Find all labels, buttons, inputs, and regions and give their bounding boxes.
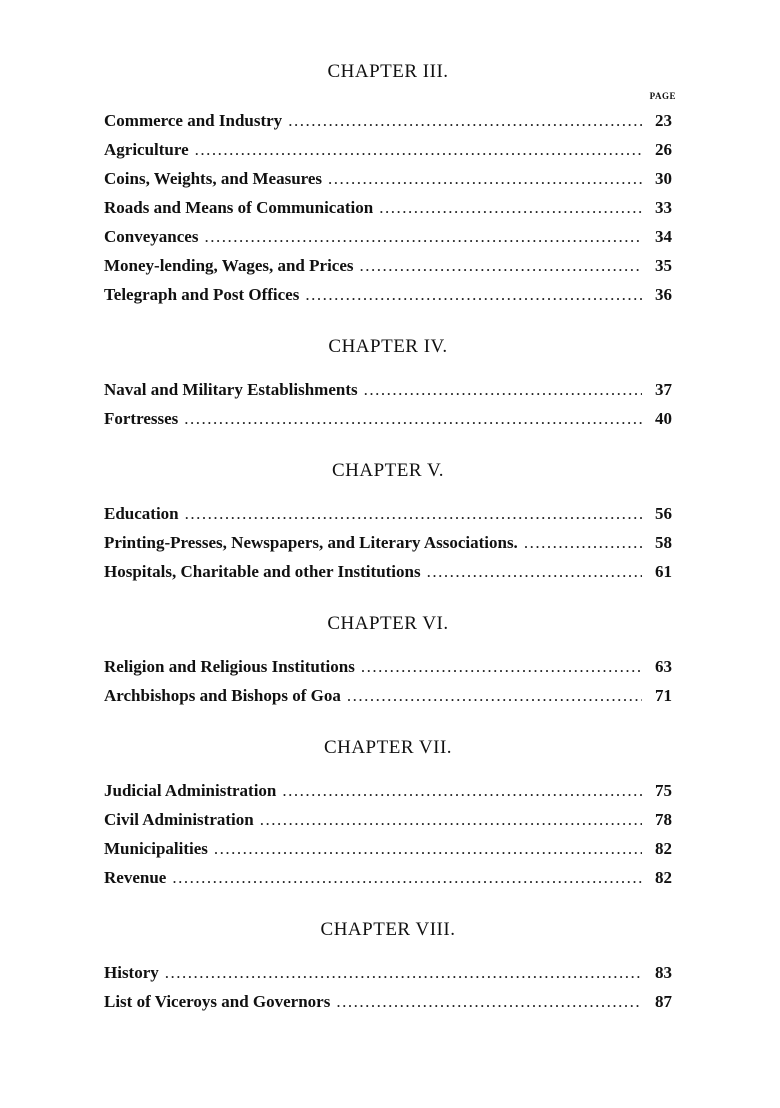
entry-page-number: 87 xyxy=(655,992,672,1011)
entry-page-number: 33 xyxy=(655,198,672,217)
dot-leader xyxy=(172,863,642,892)
chapter-heading: CHAPTER VII. xyxy=(323,737,453,758)
entry-title: Hospitals, Charitable and other Institutions xyxy=(104,562,421,581)
entry-title: Revenue xyxy=(104,868,167,887)
toc-entry xyxy=(104,528,672,557)
dot-leader xyxy=(360,251,643,280)
dot-leader xyxy=(328,164,642,193)
entry-title: Commerce and Industry xyxy=(104,111,283,130)
chapter-heading: CHAPTER III. xyxy=(327,61,449,82)
entry-page-number: 82 xyxy=(655,868,672,887)
entry-page-number: 75 xyxy=(655,781,672,800)
dot-leader xyxy=(379,193,642,222)
toc-entry xyxy=(104,776,672,805)
entry-page-number: 78 xyxy=(655,810,672,829)
entry-title: Education xyxy=(104,504,179,523)
entry-title: Coins, Weights, and Measures xyxy=(104,169,323,188)
chapter-heading: CHAPTER IV. xyxy=(328,336,448,357)
dot-leader xyxy=(184,404,642,433)
entry-page-number: 26 xyxy=(655,140,672,159)
chapter-section xyxy=(104,609,672,710)
entry-title: History xyxy=(104,963,159,982)
chapter-section xyxy=(104,332,672,433)
dot-leader xyxy=(185,499,642,528)
entry-title: Roads and Means of Communication xyxy=(104,198,374,217)
dot-leader xyxy=(204,222,642,251)
chapter-section xyxy=(104,915,672,1016)
entry-page-number: 23 xyxy=(655,111,672,130)
entry-page-number: 83 xyxy=(655,963,672,982)
entry-page-number: 71 xyxy=(655,686,672,705)
entry-title: Municipalities xyxy=(104,839,208,858)
toc-entry xyxy=(104,652,672,681)
dot-leader xyxy=(524,528,642,557)
chapter-section xyxy=(104,456,672,586)
entry-page-number: 34 xyxy=(655,227,672,246)
toc-entry xyxy=(104,106,672,135)
toc-entry xyxy=(104,987,672,1016)
dot-leader xyxy=(260,805,642,834)
entry-page-number: 40 xyxy=(655,409,672,428)
entry-title: Printing-Presses, Newspapers, and Literary Associations. xyxy=(104,533,518,552)
toc-entry xyxy=(104,164,672,193)
chapter-section xyxy=(104,733,672,892)
dot-leader xyxy=(288,106,642,135)
toc-entry xyxy=(104,958,672,987)
dot-leader xyxy=(427,557,642,586)
dot-leader xyxy=(305,280,642,309)
chapter-heading: CHAPTER VI. xyxy=(327,613,449,634)
toc-entry xyxy=(104,135,672,164)
toc-entry xyxy=(104,251,672,280)
entry-title: Conveyances xyxy=(104,227,199,246)
toc-entry xyxy=(104,375,672,404)
entry-page-number: 37 xyxy=(655,380,672,399)
toc-entry xyxy=(104,863,672,892)
dot-leader xyxy=(336,987,642,1016)
dot-leader xyxy=(165,958,642,987)
chapter-section xyxy=(104,57,676,309)
entry-title: Naval and Military Establishments xyxy=(104,380,358,399)
entry-page-number: 30 xyxy=(655,169,672,188)
entry-page-number: 35 xyxy=(655,256,672,275)
toc-entry xyxy=(104,193,672,222)
entry-page-number: 63 xyxy=(655,657,672,676)
dot-leader xyxy=(195,135,642,164)
entry-title: Civil Administration xyxy=(104,810,254,829)
page-column-label: PAGE xyxy=(649,91,676,101)
entry-page-number: 58 xyxy=(655,533,672,552)
dot-leader xyxy=(364,375,642,404)
chapter-heading: CHAPTER VIII. xyxy=(320,919,456,940)
toc-entry xyxy=(104,404,672,433)
dot-leader xyxy=(214,834,642,863)
entry-title: Judicial Administration xyxy=(104,781,277,800)
entry-page-number: 61 xyxy=(655,562,672,581)
entry-title: Agriculture xyxy=(104,140,189,159)
toc-entry xyxy=(104,681,672,710)
toc-entry xyxy=(104,280,672,309)
entry-title: List of Viceroys and Governors xyxy=(104,992,331,1011)
toc-entry xyxy=(104,805,672,834)
entry-title: Telegraph and Post Offices xyxy=(104,285,300,304)
entry-title: Archbishops and Bishops of Goa xyxy=(104,686,341,705)
dot-leader xyxy=(282,776,642,805)
entry-page-number: 56 xyxy=(655,504,672,523)
toc-entry xyxy=(104,499,672,528)
entry-title: Fortresses xyxy=(104,409,179,428)
toc-entry xyxy=(104,222,672,251)
entry-page-number: 82 xyxy=(655,839,672,858)
toc-entry xyxy=(104,834,672,863)
dot-leader xyxy=(347,681,642,710)
entry-page-number: 36 xyxy=(655,285,672,304)
entry-title: Money-lending, Wages, and Prices xyxy=(104,256,354,275)
entry-title: Religion and Religious Institutions xyxy=(104,657,355,676)
chapter-heading: CHAPTER V. xyxy=(332,460,444,481)
dot-leader xyxy=(361,652,642,681)
toc-entry xyxy=(104,557,672,586)
table-of-contents xyxy=(104,57,676,1016)
